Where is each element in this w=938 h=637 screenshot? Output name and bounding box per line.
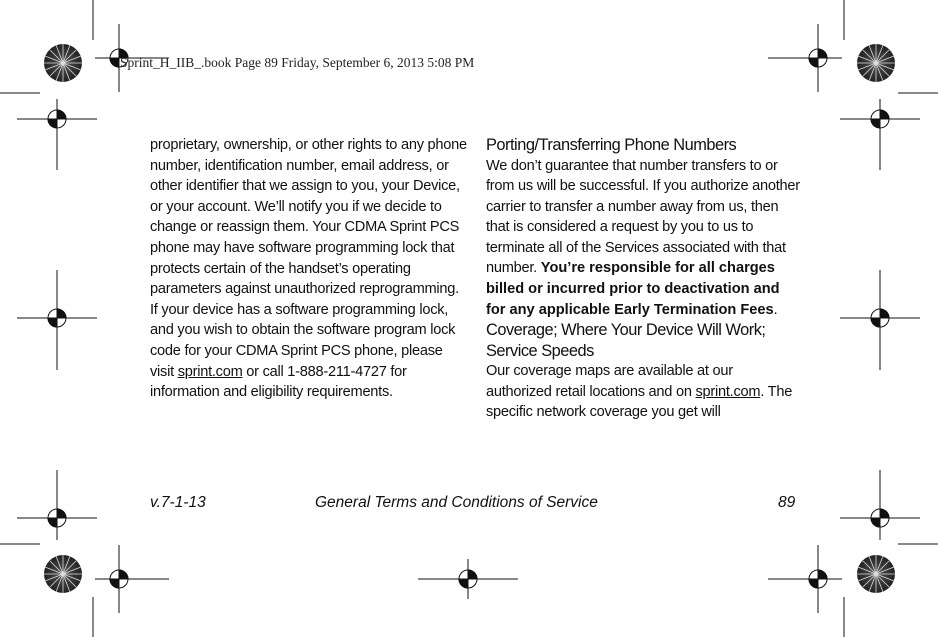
coverage-paragraph bbox=[486, 361, 801, 423]
left-text-2: or call bbox=[242, 363, 288, 380]
left-text-1: proprietary, ownership, or other rights to any phone number, identification number, email address, or other identifier that we assign to you, your Device, or your account. We’ll notify you if we decide to change or reassign them. Your CDMA Sprint PCS phone may have software programming lock that protects certain of the handset’s operating parameters against unauthorized reprogramming. If your device has a software programming lock, and you wish to obtain the software program lock code for your CDMA Sprint PCS phone, please visit bbox=[150, 137, 467, 380]
porting-bold-text: You’re responsible for all charges billed or incurred prior to deactivation and for any applicable Early Termination Fees bbox=[486, 260, 780, 318]
footer-title: General Terms and Conditions of Service bbox=[315, 494, 598, 511]
coverage-text: Our coverage maps are available at our authorized retail locations and on bbox=[486, 363, 733, 400]
footer-version: v.7-1-13 bbox=[150, 494, 206, 511]
left-column bbox=[150, 135, 468, 403]
phone-number: 1-888-211-4727 bbox=[287, 363, 387, 380]
porting-paragraph bbox=[486, 156, 801, 321]
right-column bbox=[486, 135, 801, 423]
left-paragraph bbox=[150, 135, 468, 403]
left-text-3: for information and eligibility requirements. bbox=[150, 363, 407, 401]
slug-line: Sprint_H_IIB_.book Page 89 Friday, September 6, 2013 5:08 PM bbox=[120, 55, 475, 70]
heading-porting: Porting/Transferring Phone Numbers bbox=[486, 136, 737, 154]
page-number: 89 bbox=[778, 494, 796, 511]
sprint-link-2[interactable]: sprint.com bbox=[695, 383, 761, 400]
coverage-text-end: . The specific network coverage you get will bbox=[486, 383, 793, 421]
porting-text: We don’t guarantee that number transfers to or from us will be successful. If you authorize another carrier to transfer a number away from us, then that is considered a request by you to us to terminate all of the Services associated with that number. bbox=[486, 157, 800, 277]
porting-text-end: . bbox=[773, 301, 778, 318]
sprint-link[interactable]: sprint.com bbox=[177, 363, 243, 380]
heading-coverage: Coverage; Where Your Device Will Work; Service Speeds bbox=[486, 321, 766, 360]
